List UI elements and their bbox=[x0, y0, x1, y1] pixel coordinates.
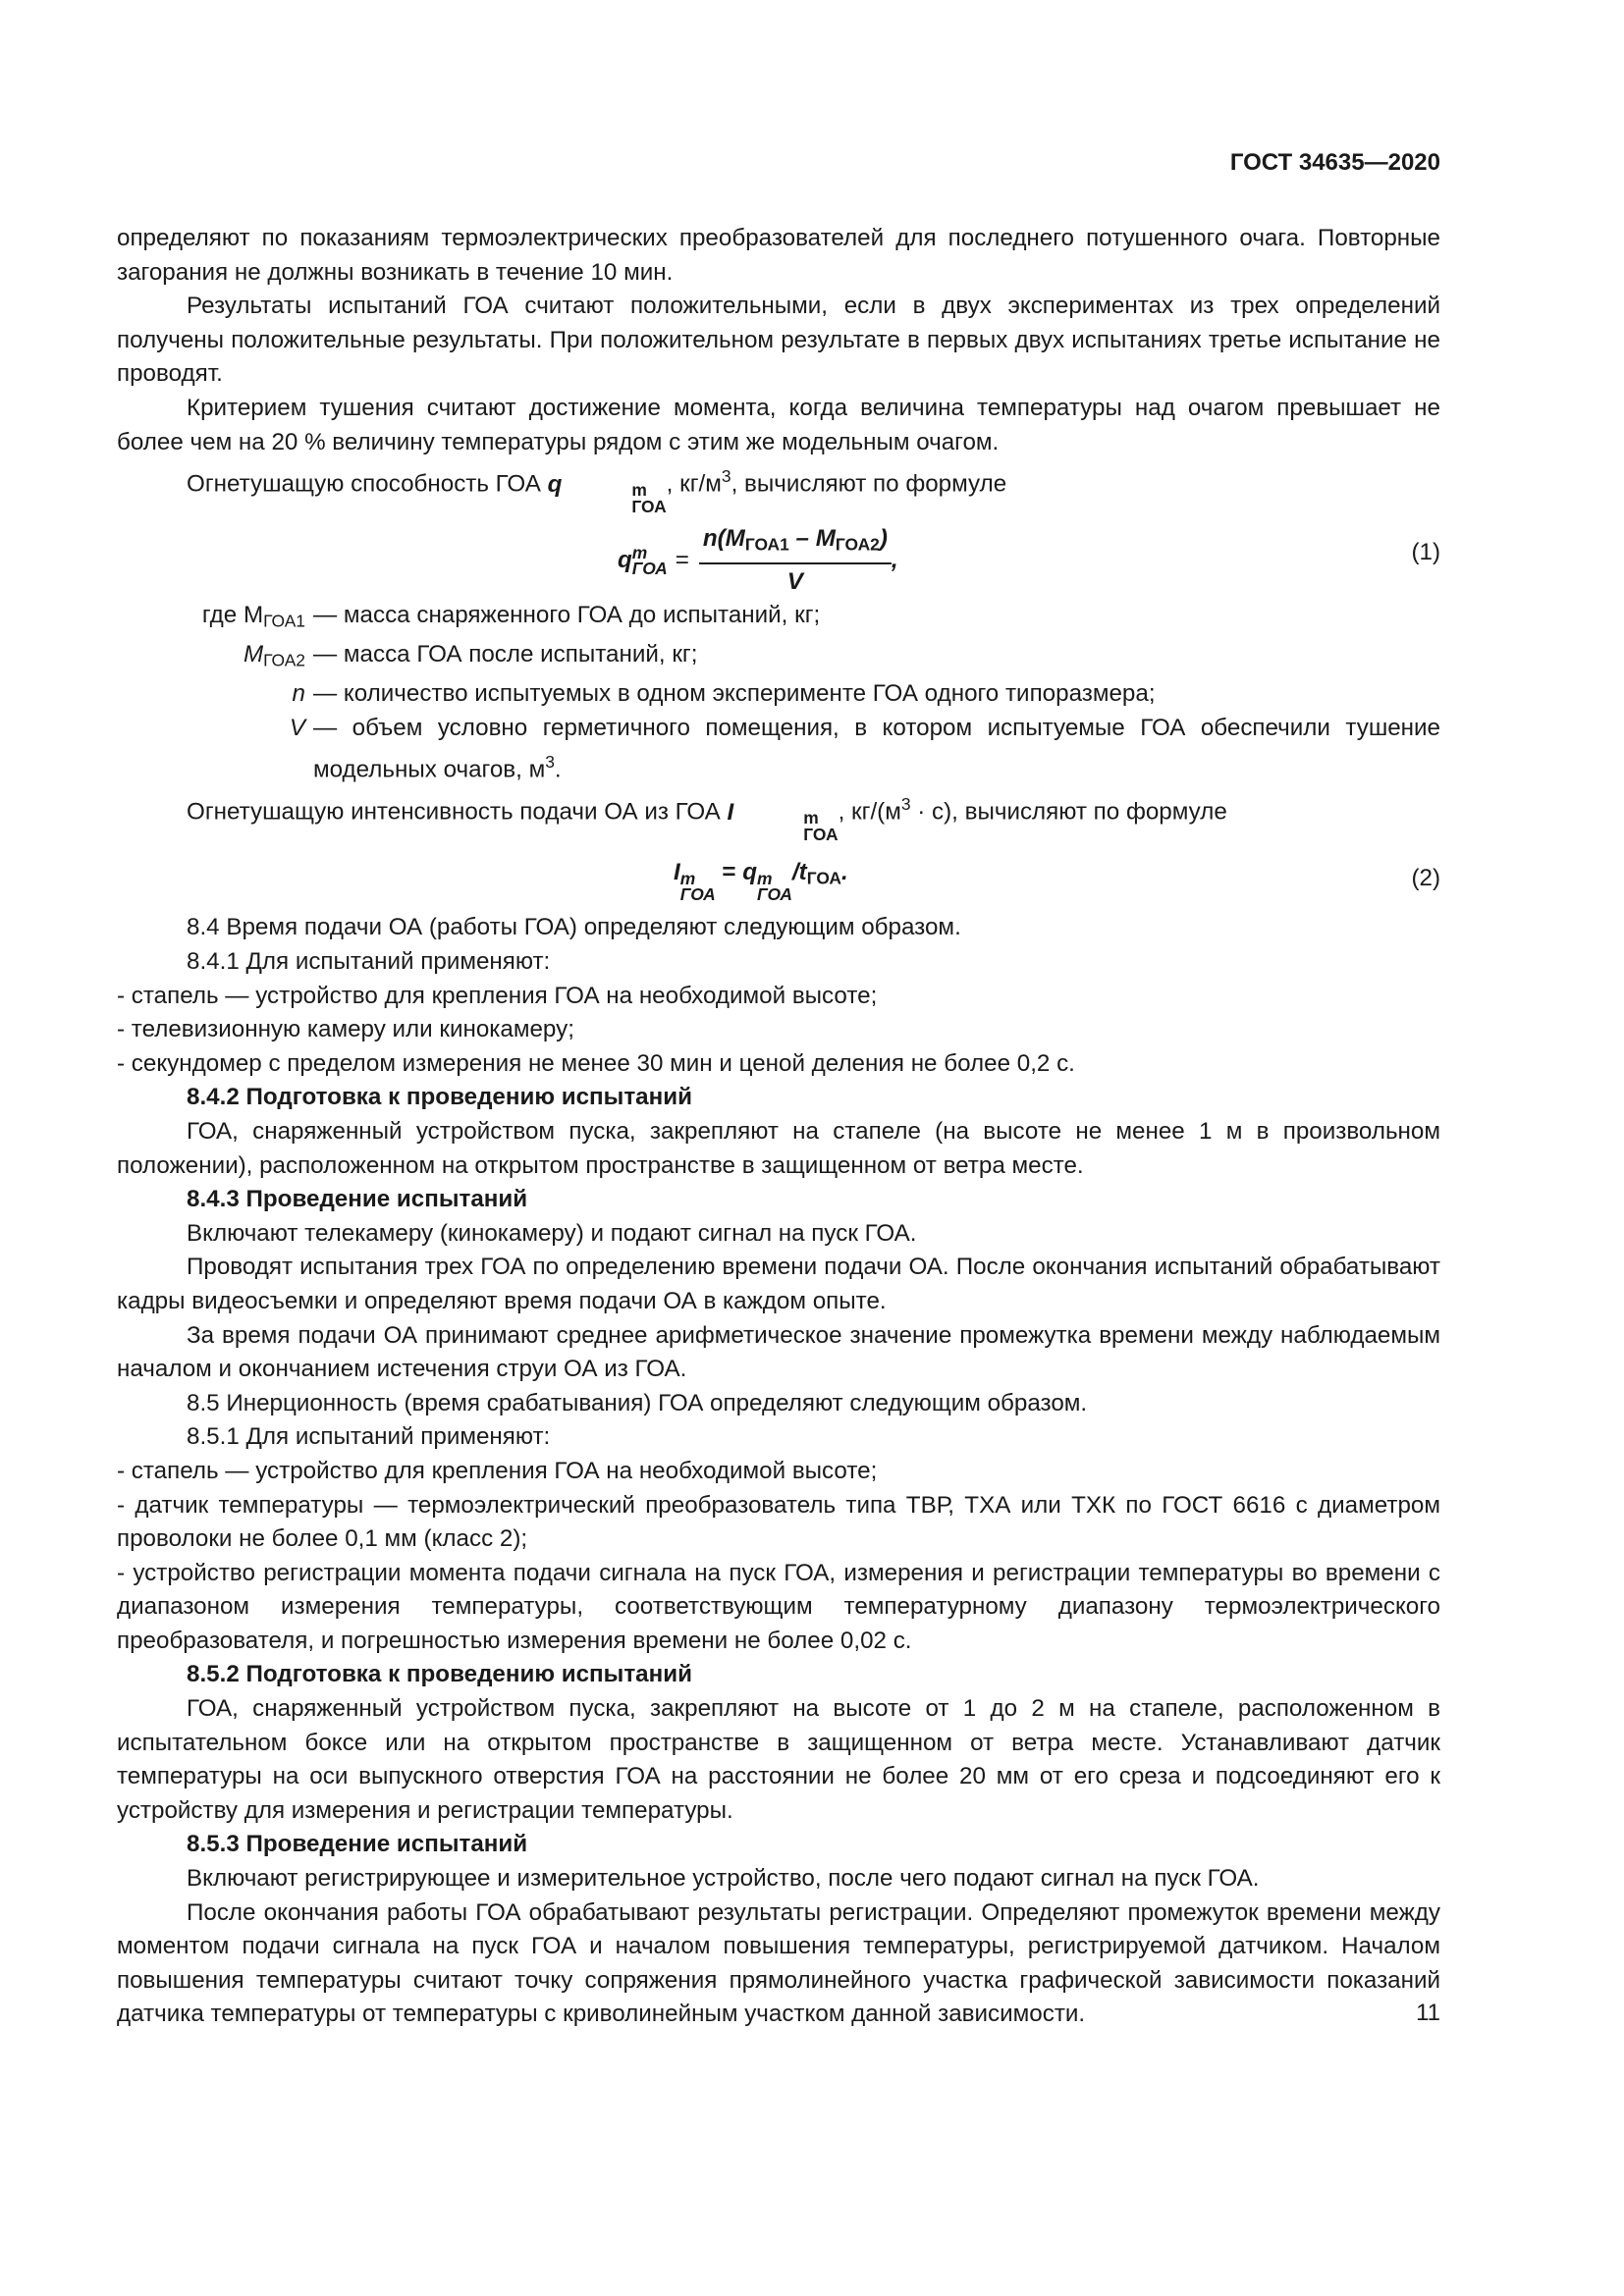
paragraph-intensity-intro bbox=[117, 787, 1440, 842]
formula-1-body bbox=[618, 522, 898, 600]
sup-sub bbox=[679, 868, 716, 905]
paragraph: Включают телекамеру (кинокамеру) и подают сигнал на пуск ГОА. bbox=[187, 1219, 917, 1247]
text-fragment: , вычисляют по формуле bbox=[731, 470, 1007, 498]
s: ГОА2 bbox=[835, 534, 880, 555]
formula-lhs: q bbox=[618, 547, 632, 574]
where-row bbox=[117, 677, 1440, 712]
document-number-header: ГОСТ 34635—2020 bbox=[1229, 149, 1440, 176]
t: V bbox=[289, 714, 305, 741]
symbol-i: I bbox=[727, 798, 734, 826]
section-8-5-title: 8.5 Инерционность (время срабатывания) ГОА определяют следующим образом. bbox=[187, 1389, 1088, 1416]
section-8-4-title: 8.4 Время подачи ОА (работы ГОА) определяют следующим образом. bbox=[187, 914, 961, 941]
text-fragment: , кг/м bbox=[666, 470, 722, 498]
formula-1 bbox=[117, 514, 1440, 599]
sub: ГОА bbox=[631, 559, 668, 579]
exponent: 3 bbox=[545, 752, 555, 773]
t: q bbox=[742, 859, 757, 886]
page-body bbox=[117, 222, 1440, 2032]
t: /t bbox=[791, 859, 807, 886]
list-item: - стапель — устройство для крепления ГОА на необходимой высоте; bbox=[117, 1457, 878, 1484]
equals-sign: = bbox=[715, 859, 743, 886]
t: где M bbox=[201, 602, 264, 629]
t: . bbox=[841, 859, 848, 886]
where-row bbox=[117, 638, 1440, 677]
sup: m bbox=[679, 868, 696, 888]
equation-number: (1) bbox=[1411, 539, 1440, 566]
where-row bbox=[117, 712, 1440, 788]
heading-8-5-3: 8.5.3 Проведение испытаний bbox=[187, 1831, 528, 1858]
paragraph-capacity-intro bbox=[117, 459, 1440, 514]
heading-8-4-3: 8.4.3 Проведение испытаний bbox=[187, 1186, 528, 1213]
sub: ГОА bbox=[806, 868, 842, 888]
where-text: — масса ГОА после испытаний, кг; bbox=[313, 641, 698, 668]
sup: m bbox=[631, 542, 648, 562]
paragraph-criterion: Критерием тушения считают достижение момента, когда величина температуры над очагом превышает не более чем на 20 % величину температуры рядом с этим же модельным очагом. bbox=[117, 394, 1440, 455]
s: ГОА1 bbox=[263, 611, 305, 631]
exponent: 3 bbox=[900, 794, 911, 815]
t: , кг/(м bbox=[838, 798, 901, 826]
t: · с), вычисляют по формуле bbox=[910, 798, 1227, 826]
clause-8-4-1: 8.4.1 Для испытаний применяют: bbox=[187, 948, 551, 976]
formula-2 bbox=[117, 842, 1440, 911]
where-text: — масса снаряженного ГОА до испытаний, кг; bbox=[313, 602, 821, 629]
paragraph-results: Результаты испытаний ГОА считают положительными, если в двух экспериментах из трех определений получены положительные результаты. При положительном результате в первых двух испытаниях третье испытание не проводят. bbox=[117, 293, 1440, 388]
where-text: — количество испытуемых в одном эксперименте ГОА одного типоразмера; bbox=[313, 680, 1156, 708]
sub-goa: ГОА bbox=[631, 496, 667, 516]
fraction bbox=[699, 522, 892, 600]
t: ) bbox=[879, 525, 888, 553]
clause-8-5-1: 8.5.1 Для испытаний применяют: bbox=[187, 1423, 551, 1451]
sup-m: m bbox=[631, 480, 647, 501]
t: n(M bbox=[702, 525, 745, 553]
where-label bbox=[117, 638, 305, 677]
sub: ГОА bbox=[757, 884, 792, 905]
sub: ГОА bbox=[803, 824, 839, 844]
paragraph: После окончания работы ГОА обрабатывают результаты регистрации. Определяют промежуток времени между моментом подачи сигнала на пуск ГОА и началом повышения температуры, регистрируемой датчиком. Началом повышения температуры считают точку сопряжения прямолинейного участка графической зависимости показаний датчика температуры от температуры с криволинейным участком данной зависимости. bbox=[117, 1898, 1440, 2028]
t: Огнетушащую интенсивность подачи ОА из ГОА bbox=[187, 798, 728, 826]
sup-sub bbox=[733, 810, 838, 842]
t: M bbox=[243, 641, 264, 668]
where-row bbox=[117, 599, 1440, 638]
page-number: 11 bbox=[1416, 2000, 1440, 2026]
s: ГОА2 bbox=[263, 650, 305, 670]
sup: m bbox=[757, 868, 773, 888]
list-item: - стапель — устройство для крепления ГОА на необходимой высоте; bbox=[117, 982, 878, 1009]
t: — объем условно герметичного помещения, в котором испытуемые ГОА обеспечили тушение модельных очагов, м bbox=[313, 714, 1440, 783]
s: ГОА1 bbox=[744, 534, 789, 555]
sup-sub bbox=[757, 868, 792, 905]
sub: ГОА bbox=[679, 884, 716, 905]
t: I bbox=[674, 859, 680, 886]
paragraph-continuation: определяют по показаниям термоэлектрических преобразователей для последнего потушенного очага. Повторные загорания не должны возникать в течение 10 мин. bbox=[117, 225, 1440, 286]
lhs-sup-sub bbox=[631, 542, 668, 579]
heading-8-4-2: 8.4.2 Подготовка к проведению испытаний bbox=[187, 1084, 692, 1111]
list-item: - датчик температуры — термоэлектрический преобразователь типа ТВР, ТХА или ТХК по ГОСТ 6616 с диаметром проволоки не более 0,1 мм (класс 2); bbox=[117, 1491, 1440, 1553]
text-fragment: Огнетушащую способность ГОА bbox=[187, 470, 548, 498]
paragraph: ГОА, снаряженный устройством пуска, закрепляют на стапеле (на высоте не менее 1 м в произвольном положении), расположенном на открытом пространстве в защищенном от ветра месте. bbox=[117, 1117, 1440, 1179]
t: n bbox=[292, 680, 305, 708]
denominator: V bbox=[786, 568, 803, 596]
list-item: - телевизионную камеру или кинокамеру; bbox=[117, 1016, 574, 1043]
paragraph: ГОА, снаряженный устройством пуска, закрепляют на высоте от 1 до 2 м на стапеле, расположенном в испытательном боксе или на открытом пространстве в защищенном от ветра месте. Устанавливают датчик температуры на оси выпускного отверстия ГОА на расстоянии не более 20 мм от его среза и подсоединяют его к устройству для измерения и регистрации температуры. bbox=[117, 1695, 1440, 1824]
heading-8-5-2: 8.5.2 Подготовка к проведению испытаний bbox=[187, 1661, 692, 1688]
where-label bbox=[117, 677, 305, 712]
formula-tail: , bbox=[891, 547, 898, 574]
equals-sign: = bbox=[675, 547, 689, 574]
paragraph: Проводят испытания трех ГОА по определению времени подачи ОА. После окончания испытаний обрабатывают кадры видеосъемки и определяют время подачи ОА в каждом опыте. bbox=[117, 1254, 1440, 1314]
symbol-q: q bbox=[547, 470, 563, 498]
where-label bbox=[117, 712, 305, 788]
sup-sub bbox=[562, 482, 666, 514]
equation-number: (2) bbox=[1411, 865, 1440, 892]
t: – M bbox=[788, 525, 836, 553]
exponent: 3 bbox=[721, 466, 731, 487]
where-label bbox=[117, 599, 305, 638]
list-item: - секундомер с пределом измерения не менее 30 мин и ценой деления не более 0,2 с. bbox=[117, 1049, 1075, 1077]
formula-2-body bbox=[674, 856, 848, 905]
sup: m bbox=[803, 808, 819, 828]
t: . bbox=[554, 756, 562, 783]
paragraph: Включают регистрирующее и измерительное устройство, после чего подают сигнал на пуск ГОА. bbox=[187, 1865, 1260, 1893]
paragraph: За время подачи ОА принимают среднее арифметическое значение промежутка времени между наблюдаемым началом и окончанием истечения струи ОА из ГОА. bbox=[117, 1321, 1440, 1383]
list-item: - устройство регистрации момента подачи сигнала на пуск ГОА, измерения и регистрации температуры во времени с диапазоном измерения температуры, соответствующим температурному диапазону термоэлектрического преобразователя, и погрешностью измерения времени не более 0,02 с. bbox=[117, 1559, 1440, 1654]
where-text bbox=[305, 712, 1440, 788]
numerator bbox=[699, 522, 892, 564]
